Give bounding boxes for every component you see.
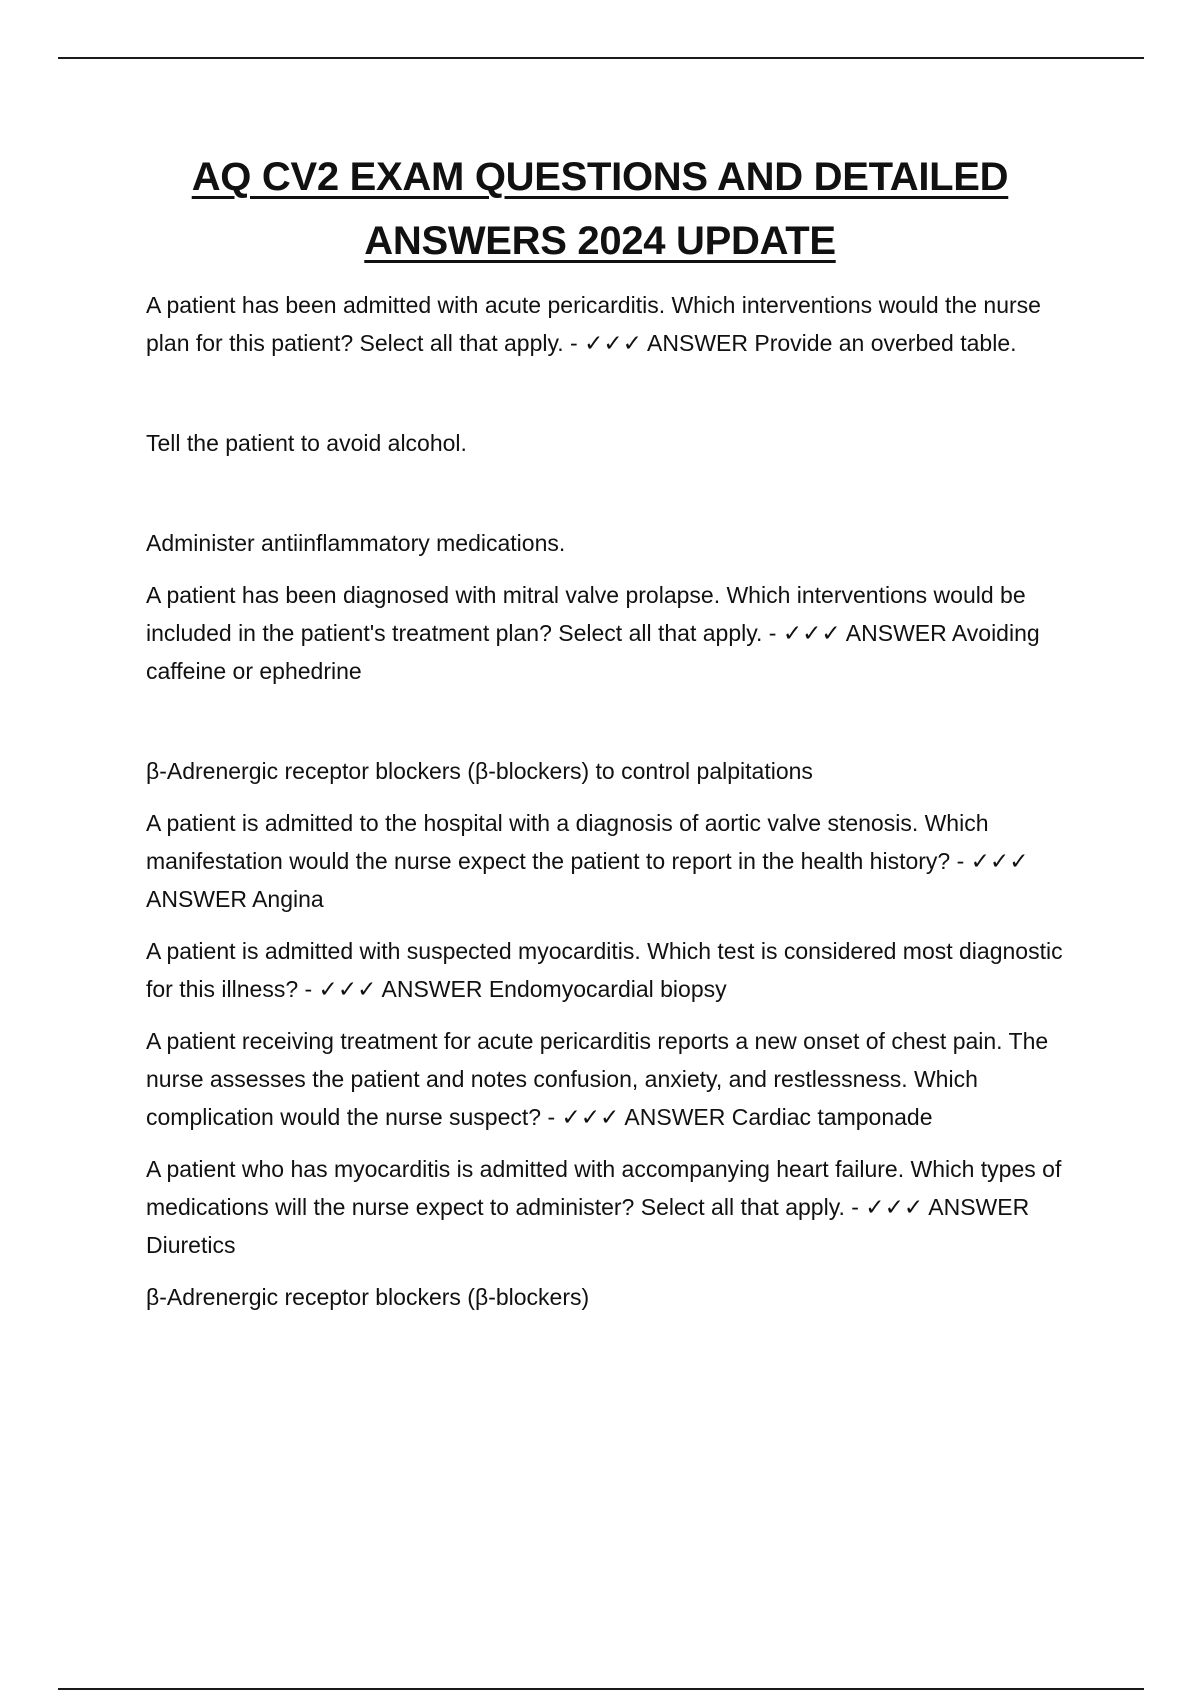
question-6: A patient who has myocarditis is admitted with accompanying heart failure. Which types of medications will the nurse expect to administer? Select all that apply. - ✓✓✓ ANSWER Diuretics (146, 1156, 1062, 1258)
question-3: A patient is admitted to the hospital with a diagnosis of aortic valve stenosis. Which manifestation would the nurse expect the patient to report in the health history? - ✓✓✓ ANSWER Angina (146, 810, 1029, 912)
document-body (146, 286, 1086, 1330)
title-line-2: ANSWERS 2024 UPDATE (364, 219, 836, 263)
question-2: A patient has been diagnosed with mitral valve prolapse. Which interventions would be included in the patient's treatment plan? Select all that apply. - ✓✓✓ ANSWER Avoiding caffeine or ephedrine (146, 582, 1040, 684)
bottom-divider (58, 1688, 1144, 1690)
document-title (100, 145, 1100, 273)
title-line-1: AQ CV2 EXAM QUESTIONS AND DETAILED (191, 155, 1009, 199)
answer-item: Administer antiinflammatory medications. (146, 530, 566, 556)
question-4: A patient is admitted with suspected myocarditis. Which test is considered most diagnostic for this illness? - ✓✓✓ ANSWER Endomyocardial biopsy (146, 938, 1063, 1002)
answer-item: Tell the patient to avoid alcohol. (146, 430, 467, 456)
answer-item: β-Adrenergic receptor blockers (β-blockers) to control palpitations (146, 758, 813, 784)
top-divider (58, 57, 1144, 59)
question-1: A patient has been admitted with acute pericarditis. Which interventions would the nurse plan for this patient? Select all that apply. - ✓✓✓ ANSWER Provide an overbed table. (146, 292, 1041, 356)
question-5: A patient receiving treatment for acute pericarditis reports a new onset of chest pain. The nurse assesses the patient and notes confusion, anxiety, and restlessness. Which complication would the nurse suspect? - ✓✓✓ ANSWER Cardiac tamponade (146, 1028, 1049, 1130)
answer-item: β-Adrenergic receptor blockers (β-blockers) (146, 1284, 590, 1310)
